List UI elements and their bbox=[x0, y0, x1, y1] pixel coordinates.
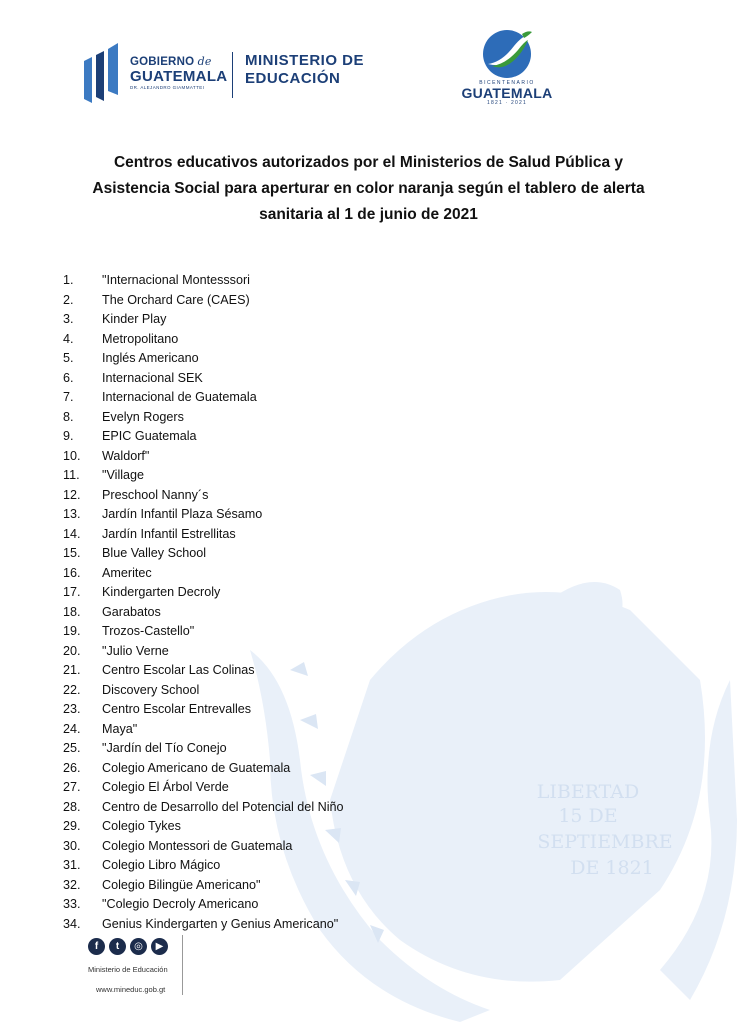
list-item-number: 10. bbox=[63, 448, 81, 463]
list-item bbox=[63, 759, 344, 779]
title-line-2: Asistencia Social para aperturar en color naranja según el tablero de alerta bbox=[92, 180, 645, 197]
centers-list bbox=[63, 271, 344, 934]
list-item bbox=[63, 739, 344, 759]
ministerio-educacion-logo bbox=[245, 52, 364, 88]
list-item-name: "Jardín del Tío Conejo bbox=[102, 741, 227, 755]
list-item-name: Preschool Nanny´s bbox=[102, 487, 209, 502]
list-item-number: 19. bbox=[63, 624, 81, 638]
list-item bbox=[63, 271, 344, 291]
list-item-name: EPIC Guatemala bbox=[102, 429, 197, 443]
list-item-number: 18. bbox=[63, 604, 81, 619]
title-line-1: Centros educativos autorizados por el Ministerios de Salud Pública y bbox=[113, 154, 624, 171]
list-item-name: "Internacional Montesssori bbox=[102, 273, 250, 287]
list-item bbox=[63, 895, 344, 915]
list-item-number: 20. bbox=[63, 643, 81, 658]
bicentenario-guatemala: GUATEMALA bbox=[461, 85, 553, 101]
list-item-number: 9. bbox=[63, 429, 74, 443]
bicentenario-years: 1821 · 2021 bbox=[487, 100, 527, 106]
list-item-name: Jardín Infantil Plaza Sésamo bbox=[102, 507, 263, 521]
list-item-number: 25. bbox=[63, 741, 81, 755]
list-item bbox=[63, 427, 344, 447]
list-item-number: 28. bbox=[63, 799, 81, 814]
social-icons bbox=[88, 938, 168, 955]
list-item-number: 29. bbox=[63, 819, 81, 833]
list-item bbox=[63, 720, 344, 740]
list-item-number: 11. bbox=[63, 468, 80, 482]
list-item-number: 1. bbox=[63, 273, 74, 287]
list-item bbox=[63, 466, 344, 486]
list-item bbox=[63, 583, 344, 603]
list-item-number: 17. bbox=[63, 585, 81, 599]
list-item-name: Colegio El Árbol Verde bbox=[102, 780, 229, 794]
list-item bbox=[63, 700, 344, 720]
list-item-name: Garabatos bbox=[102, 604, 161, 619]
list-item-number: 30. bbox=[63, 838, 81, 853]
list-item-number: 15. bbox=[63, 546, 81, 560]
list-item-number: 21. bbox=[63, 663, 81, 677]
list-item-number: 14. bbox=[63, 526, 81, 541]
list-item bbox=[63, 837, 344, 857]
list-item bbox=[63, 642, 344, 662]
gov-text-de: de bbox=[197, 54, 212, 68]
list-item-name: Jardín Infantil Estrellitas bbox=[102, 526, 236, 541]
list-item-name: Ameritec bbox=[102, 565, 152, 580]
logo-divider bbox=[232, 52, 233, 98]
list-item-name: "Colegio Decroly Americano bbox=[102, 897, 259, 911]
title-line-3: sanitaria al 1 de junio de 2021 bbox=[259, 206, 478, 223]
gov-text-gobierno: GOBIERNO bbox=[130, 55, 195, 68]
list-item-name: Internacional SEK bbox=[102, 370, 203, 385]
list-item-number: 13. bbox=[63, 507, 81, 521]
list-item-number: 33. bbox=[63, 897, 81, 911]
list-item-number: 34. bbox=[63, 916, 81, 931]
footer-divider bbox=[182, 935, 183, 995]
list-item-number: 5. bbox=[63, 351, 74, 365]
list-item bbox=[63, 564, 344, 584]
list-item bbox=[63, 291, 344, 311]
list-item-name: The Orchard Care (CAES) bbox=[102, 292, 250, 307]
bicentenario-emblem-icon bbox=[478, 28, 536, 80]
list-item-number: 16. bbox=[63, 565, 81, 580]
list-item-number: 27. bbox=[63, 780, 81, 794]
list-item bbox=[63, 447, 344, 467]
watermark-text-line4: DE 1821 bbox=[570, 857, 654, 879]
list-item-number: 32. bbox=[63, 877, 81, 892]
list-item-name: Metropolitano bbox=[102, 331, 179, 346]
list-item-name: Internacional de Guatemala bbox=[102, 390, 257, 404]
list-item-number: 4. bbox=[63, 331, 74, 346]
gov-text-president: DR. ALEJANDRO GIAMMATTEI bbox=[130, 85, 205, 90]
list-item-name: Colegio Tykes bbox=[102, 819, 181, 833]
list-item bbox=[63, 661, 344, 681]
list-item-name: Discovery School bbox=[102, 682, 200, 697]
list-item-name: Blue Valley School bbox=[102, 546, 207, 560]
list-item-name: Colegio Montessori de Guatemala bbox=[102, 838, 293, 853]
list-item-name: "Julio Verne bbox=[102, 643, 169, 658]
bicentenario-text: BICENTENARIO bbox=[479, 80, 535, 86]
list-item bbox=[63, 369, 344, 389]
watermark-text-line1: LIBERTAD bbox=[536, 781, 640, 803]
list-item-name: Kindergarten Decroly bbox=[102, 585, 221, 599]
list-item bbox=[63, 388, 344, 408]
list-item-name: Kinder Play bbox=[102, 312, 167, 326]
list-item-name: Genius Kindergarten y Genius Americano" bbox=[102, 916, 339, 931]
list-item bbox=[63, 856, 344, 876]
list-item-name: Centro de Desarrollo del Potencial del Niño bbox=[102, 799, 344, 814]
list-item-number: 22. bbox=[63, 682, 81, 697]
gov-text-guatemala: GUATEMALA bbox=[130, 68, 228, 85]
watermark-text-line3: SEPTIEMBRE bbox=[537, 831, 673, 853]
ministry-line2: EDUCACIÓN bbox=[245, 70, 341, 87]
youtube-icon[interactable]: ▶ bbox=[151, 938, 168, 955]
list-item-number: 26. bbox=[63, 760, 81, 775]
list-item bbox=[63, 349, 344, 369]
bicentenario-logo bbox=[455, 28, 559, 116]
list-item-name: Maya" bbox=[102, 721, 138, 736]
list-item bbox=[63, 622, 344, 642]
list-item-number: 23. bbox=[63, 702, 81, 716]
list-item-number: 2. bbox=[63, 292, 74, 307]
facebook-icon[interactable]: f bbox=[88, 938, 105, 955]
list-item-name: Centro Escolar Entrevalles bbox=[102, 702, 252, 716]
list-item-name: Colegio Bilingüe Americano" bbox=[102, 877, 261, 892]
footer-website-link[interactable]: www.mineduc.gob.gt bbox=[96, 985, 166, 994]
list-item bbox=[63, 603, 344, 623]
instagram-icon[interactable]: ◎ bbox=[130, 938, 147, 955]
ministry-line1: MINISTERIO DE bbox=[245, 52, 365, 69]
list-item-name: Trozos-Castello" bbox=[102, 624, 195, 638]
list-item-name: Colegio Americano de Guatemala bbox=[102, 760, 291, 775]
list-item bbox=[63, 525, 344, 545]
list-item-number: 7. bbox=[63, 390, 74, 404]
list-item-name: Colegio Libro Mágico bbox=[102, 858, 221, 872]
list-item-name: Inglés Americano bbox=[102, 351, 199, 365]
list-item-number: 31. bbox=[63, 858, 81, 872]
footer-organization: Ministerio de Educación bbox=[88, 965, 168, 974]
list-item bbox=[63, 505, 344, 525]
list-item-number: 24. bbox=[63, 721, 81, 736]
list-item-number: 12. bbox=[63, 487, 81, 502]
list-item-number: 3. bbox=[63, 312, 74, 326]
list-item-number: 8. bbox=[63, 409, 74, 424]
list-item bbox=[63, 817, 344, 837]
list-item-number: 6. bbox=[63, 370, 74, 385]
list-item bbox=[63, 330, 344, 350]
list-item bbox=[63, 310, 344, 330]
list-item bbox=[63, 915, 344, 935]
gobierno-guatemala-logo bbox=[84, 42, 227, 104]
list-item-name: "Village bbox=[102, 468, 145, 482]
gobierno-bars-icon bbox=[84, 43, 124, 103]
list-item-name: Evelyn Rogers bbox=[102, 409, 184, 424]
list-item bbox=[63, 778, 344, 798]
list-item bbox=[63, 798, 344, 818]
watermark-text-line2: 15 DE bbox=[558, 805, 618, 827]
list-item bbox=[63, 681, 344, 701]
list-item bbox=[63, 876, 344, 896]
list-item-name: Centro Escolar Las Colinas bbox=[102, 663, 255, 677]
list-item-name: Waldorf" bbox=[102, 448, 150, 463]
twitter-icon[interactable]: t bbox=[109, 938, 126, 955]
document-title bbox=[40, 150, 697, 228]
list-item bbox=[63, 486, 344, 506]
list-item bbox=[63, 544, 344, 564]
list-item bbox=[63, 408, 344, 428]
